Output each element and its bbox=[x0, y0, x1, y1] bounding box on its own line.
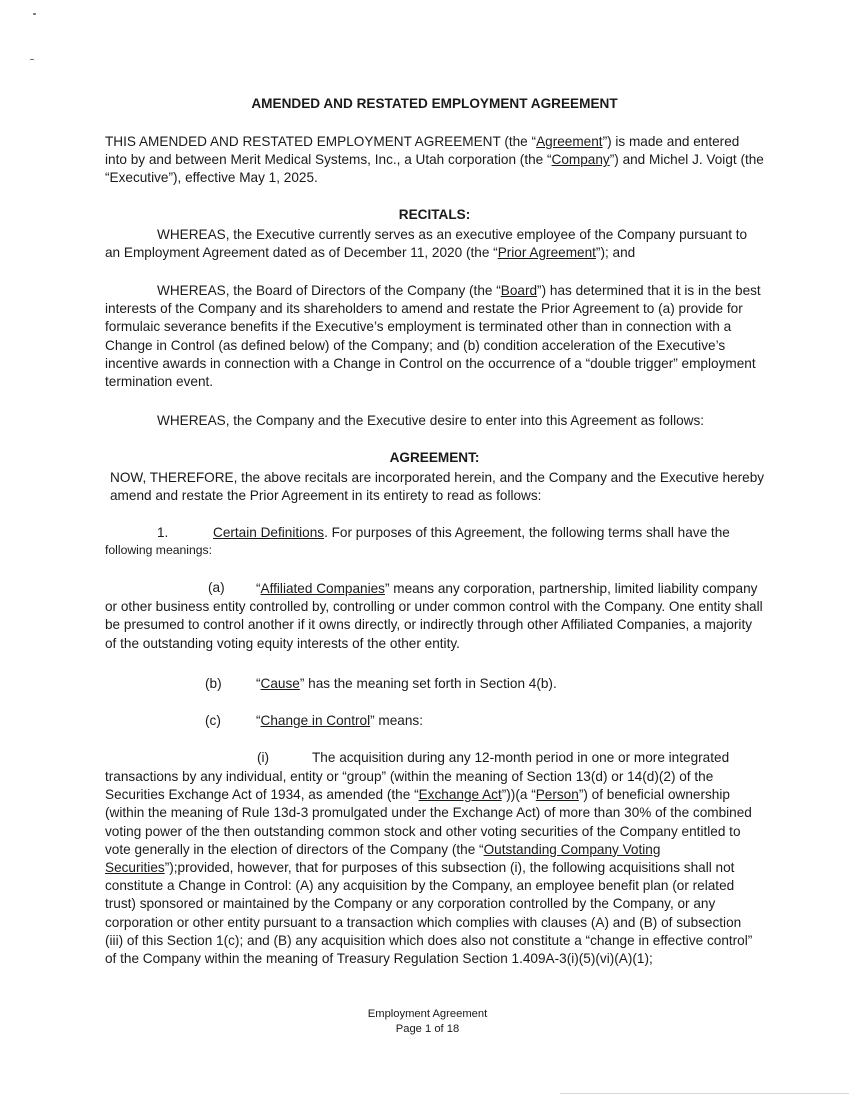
intro-text: ”) is made and entered into by and between Merit Medical Systems, Inc., a Utah corporation (the “ bbox=[105, 134, 740, 168]
defined-term: Affiliated Companies bbox=[260, 581, 385, 596]
defined-term: Change in Control bbox=[260, 713, 371, 728]
section-text: . For purposes of this Agreement, the following terms shall have the bbox=[324, 525, 730, 540]
subclause-text: ”))(a “ bbox=[501, 787, 536, 803]
definition-affiliated-companies bbox=[105, 580, 765, 653]
subclause-i-paragraph bbox=[105, 768, 757, 968]
section-heading: Certain Definitions bbox=[213, 525, 325, 540]
page-number: Page 1 of 18 bbox=[395, 1023, 460, 1035]
defined-term-agreement: Agreement bbox=[536, 134, 603, 149]
section-text-continued: following meanings: bbox=[105, 543, 213, 557]
recital-text: WHEREAS, the Executive currently serves as an executive employee of the Company pursuant to an Employment Agreement dated as of December 11, 2020 (the “ bbox=[105, 227, 748, 261]
recitals-heading: RECITALS: bbox=[398, 207, 471, 222]
defined-term-company: Company bbox=[551, 152, 610, 168]
document-title: AMENDED AND RESTATED EMPLOYMENT AGREEMENT bbox=[251, 96, 618, 111]
page-footer bbox=[0, 1007, 849, 1037]
quote: “ bbox=[256, 581, 261, 596]
definition-text: ” means any corporation, partnership, limited liability company or other business entity controlled by, controlling or under common control with the Company. One entity shall be presumed to control another if it owns directly, or indirectly through other Affiliated Companies, a majority of the outstanding voting equity interests of the other entity. bbox=[105, 581, 763, 651]
agreement-paragraph: NOW, THEREFORE, the above recitals are incorporated herein, and the Company and the Executive hereby amend and restate the Prior Agreement in its entirety to read as follows: bbox=[110, 470, 765, 504]
defined-term-outstanding-company-voting-securities: Outstanding Company Voting Securities bbox=[105, 841, 661, 876]
defined-term-prior-agreement: Prior Agreement bbox=[497, 245, 596, 261]
recital-text: ”); and bbox=[595, 245, 636, 261]
definition-change-in-control bbox=[256, 713, 423, 728]
recital-paragraph-3: WHEREAS, the Company and the Executive desire to enter into this Agreement as follows: bbox=[157, 413, 705, 428]
agreement-heading: AGREEMENT: bbox=[389, 450, 480, 465]
recital-paragraph-2 bbox=[105, 282, 765, 391]
scan-edge-line bbox=[560, 1093, 849, 1094]
defined-term: Cause bbox=[260, 676, 300, 691]
subclause-first-line: The acquisition during any 12-month period in one or more integrated bbox=[312, 750, 730, 765]
intro-paragraph bbox=[105, 133, 765, 188]
subclause-text: transactions by any individual, entity or “group” (within the meaning of Section 13(d) or 14(d)(2) of the Securities Exchange Act of 1934, as amended (the “ bbox=[105, 769, 714, 803]
defined-term-exchange-act: Exchange Act bbox=[418, 787, 502, 803]
clause-label: (i) bbox=[257, 750, 270, 765]
intro-text: ”) and Michel J. Voigt (the “Executive”), effective May 1, 2025. bbox=[105, 152, 764, 186]
intro-text: THIS AMENDED AND RESTATED EMPLOYMENT AGREEMENT (the “ bbox=[105, 134, 537, 149]
scan-speck bbox=[30, 59, 34, 60]
definition-text: ” has the meaning set forth in Section 4(b). bbox=[299, 676, 557, 691]
clause-label: (c) bbox=[205, 713, 221, 728]
scan-speck bbox=[33, 13, 36, 15]
subclause-text: ”) of beneficial ownership (within the meaning of Rule 13d-3 promulgated under the Exchange Act) of more than 30% of the combined voting power of the then outstanding common stock and other voting securities of the Company entitled to vote generally in the election of directors of the Company (the “ bbox=[105, 787, 752, 857]
clause-label: (b) bbox=[205, 676, 222, 691]
quote: “ bbox=[256, 676, 261, 691]
recital-text: WHEREAS, the Board of Directors of the Company (the “ bbox=[157, 283, 501, 298]
footer-doc-name: Employment Agreement bbox=[367, 1008, 488, 1020]
section-number: 1. bbox=[157, 525, 169, 540]
definition-text: ” means: bbox=[370, 713, 423, 728]
defined-term-board: Board bbox=[500, 283, 538, 298]
recital-text: ”) has determined that it is in the best interests of the Company and its shareholders to amend and restate the Prior Agreement to (a) provide for formulaic severance benefits if the Executive’s employment is terminated other than in connection with a Change in Control (as defined below) of the Company; and (b) condition acceleration of the Executive’s incentive awards in connection with a Change in Control on the occurrence of a “double trigger” employment termination event. bbox=[105, 283, 761, 390]
quote: “ bbox=[256, 713, 261, 728]
section-1-line bbox=[213, 525, 730, 540]
defined-term-person: Person bbox=[535, 787, 579, 803]
subclause-text: ”);provided, however, that for purposes of this subsection (i), the following acquisitions shall not constitute a Change in Control: (A) any acquisition by the Company, an employee benefit plan (or related trust) sponsored or maintained by the Company or any corporation controlled by the Company, or any corporation or other entity pursuant to a transaction which complies with clauses (A) and (B) of subsection (iii) of this Section 1(c); and (B) any acquisition which does also not constitute a “change in effective control” of the Company within the meaning of Treasury Regulation Section 1.409A-3(i)(5)(vi)(A)(1); bbox=[105, 860, 753, 967]
definition-cause bbox=[256, 676, 557, 691]
clause-label: (a) bbox=[208, 580, 225, 595]
recital-paragraph-1 bbox=[105, 226, 760, 262]
